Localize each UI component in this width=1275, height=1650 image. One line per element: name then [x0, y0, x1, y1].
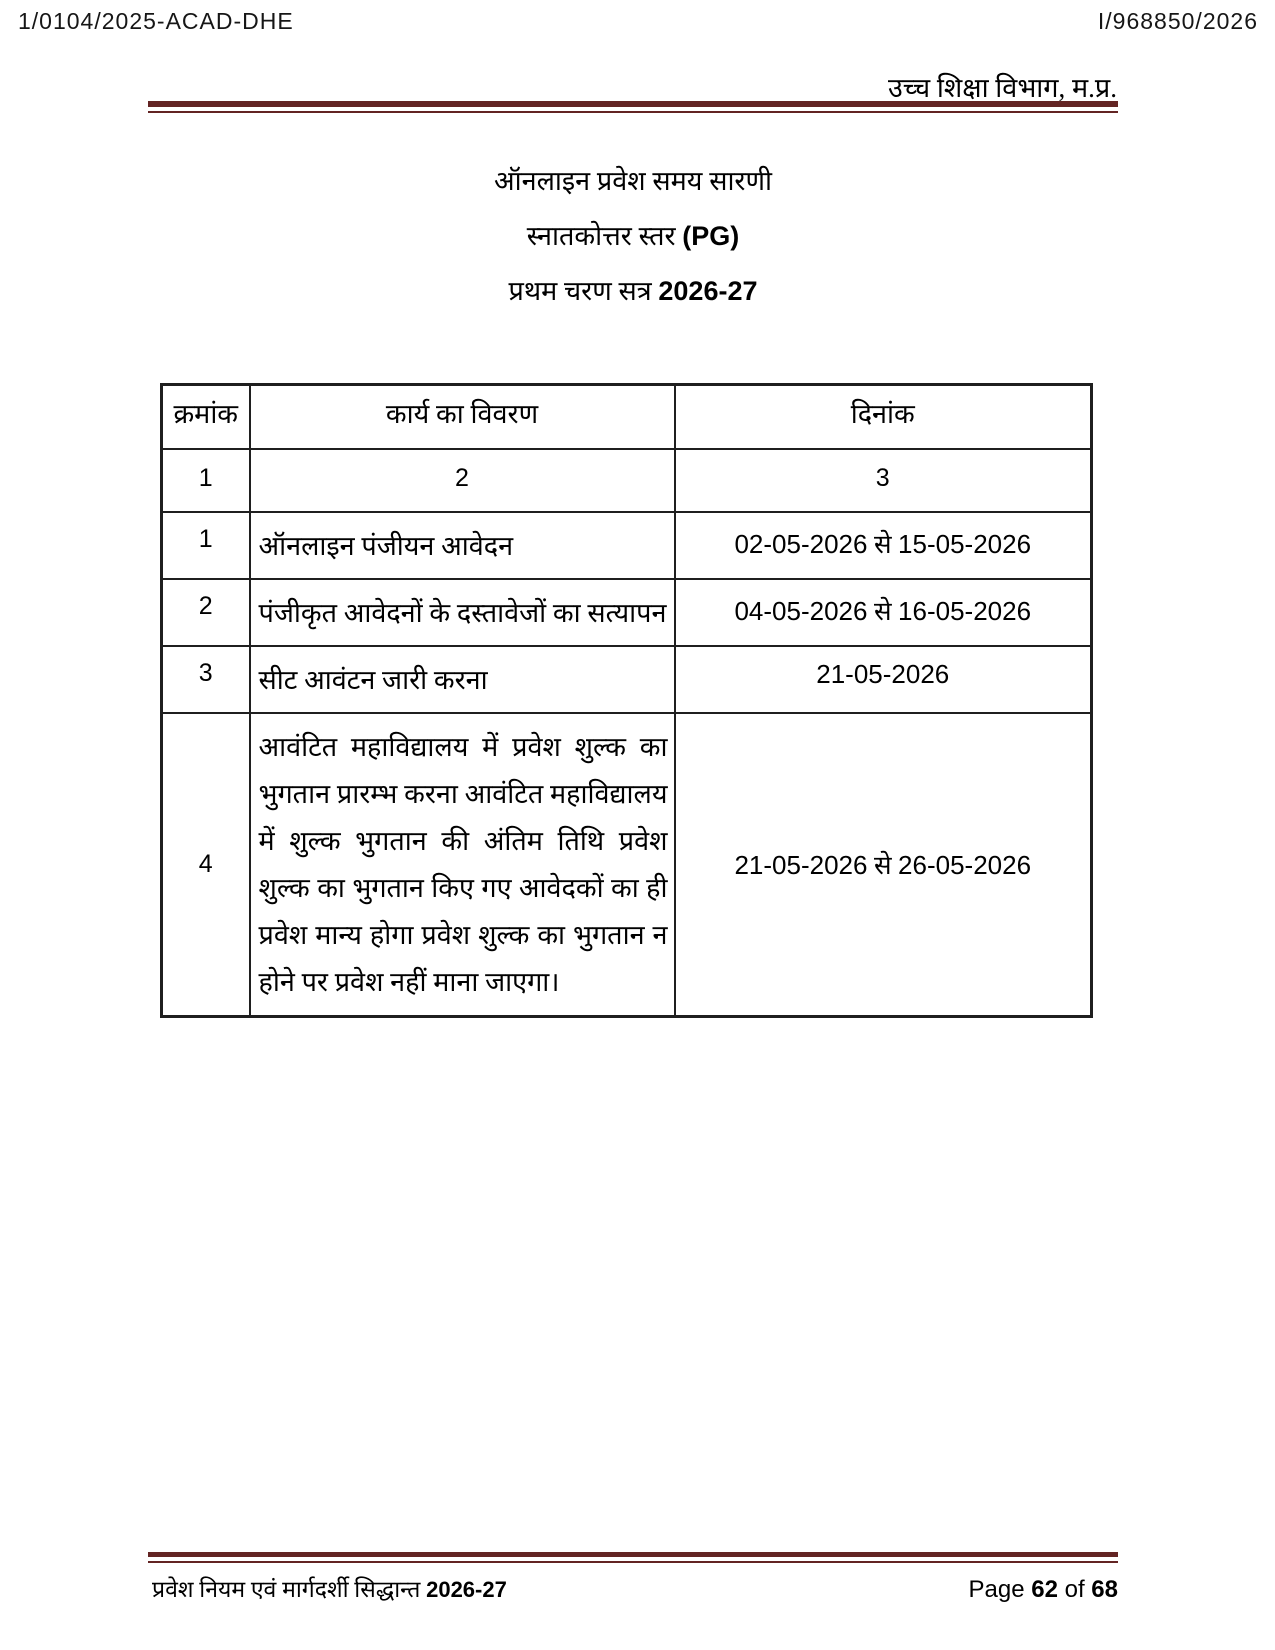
header-divider-rule — [148, 101, 1118, 113]
footer-session: 2026-27 — [426, 1577, 507, 1602]
row-serial: 1 — [162, 512, 250, 579]
table-header-row — [162, 385, 1092, 449]
date-start: 02-05-2026 — [734, 528, 868, 559]
date-start: 21-05-2026 — [816, 658, 950, 689]
page-current: 62 — [1031, 1576, 1058, 1603]
row-serial: 2 — [162, 579, 250, 646]
footer-divider-rule — [148, 1552, 1118, 1563]
column-header-date: दिनांक — [675, 385, 1092, 449]
column-number-2: 2 — [250, 449, 675, 512]
row-serial: 3 — [162, 646, 250, 713]
row-date — [675, 646, 1092, 713]
title-session-latin: 2026-27 — [658, 276, 758, 306]
title-level-hindi: स्नातकोत्तर स्तर — [526, 221, 683, 251]
date-start: 21-05-2026 — [734, 850, 868, 881]
row-activity: पंजीकृत आवेदनों के दस्तावेजों का सत्यापन — [250, 579, 675, 646]
row-serial: 4 — [162, 713, 250, 1017]
table-row — [162, 713, 1092, 1017]
row-activity: सीट आवंटन जारी करना — [250, 646, 675, 713]
table-row — [162, 579, 1092, 646]
row-date — [675, 512, 1092, 579]
title-phase-session — [148, 272, 1118, 310]
title-level — [148, 217, 1118, 255]
table-row — [162, 646, 1092, 713]
page-of-label: of — [1057, 1576, 1092, 1603]
title-phase-hindi: प्रथम चरण सत्र — [508, 276, 659, 306]
page-label: Page — [968, 1576, 1032, 1603]
title-level-latin: (PG) — [682, 221, 740, 251]
column-number-1: 1 — [162, 449, 250, 512]
column-number-3: 3 — [675, 449, 1092, 512]
column-header-serial: क्रमांक — [162, 385, 250, 449]
department-name: उच्च शिक्षा विभाग, म.प्र. — [887, 73, 1117, 103]
footer-title-hindi: प्रवेश नियम एवं मार्गदर्शी सिद्धान्त — [152, 1577, 427, 1602]
file-reference-left: 1/0104/2025-ACAD-DHE — [18, 8, 294, 34]
page-total: 68 — [1091, 1576, 1118, 1603]
row-date — [675, 713, 1092, 1017]
column-header-activity: कार्य का विवरण — [250, 385, 675, 449]
date-start: 04-05-2026 — [734, 595, 868, 626]
date-separator: से — [867, 529, 899, 559]
title-main: ऑनलाइन प्रवेश समय सारणी — [494, 166, 772, 196]
admission-schedule-table — [160, 383, 1093, 1018]
column-number-row — [162, 449, 1092, 512]
date-end: 26-05-2026 — [898, 850, 1032, 881]
footer-document-title — [152, 1572, 507, 1604]
row-date — [675, 579, 1092, 646]
document-titles — [148, 162, 1118, 327]
row-activity: आवंटित महाविद्यालय में प्रवेश शुल्क का भुगतान प्रारम्भ करना आवंटित महाविद्यालय में शुल्क भुगतान की अंतिम तिथि प्रवेश शुल्क का भुगतान किए गए आवेदकों का ही प्रवेश मान्य होगा प्रवेश शुल्क का भुगतान न होने पर प्रवेश नहीं माना जाएगा। — [250, 713, 675, 1017]
table-row — [162, 512, 1092, 579]
date-end: 15-05-2026 — [898, 528, 1032, 559]
page-number-indicator — [969, 1576, 1118, 1604]
row-activity: ऑनलाइन पंजीयन आवेदन — [250, 512, 675, 579]
page-footer — [152, 1572, 1118, 1604]
date-separator: से — [867, 851, 899, 881]
file-reference-right: I/968850/2026 — [1097, 8, 1258, 34]
date-separator: से — [867, 596, 899, 626]
date-end: 16-05-2026 — [898, 595, 1032, 626]
